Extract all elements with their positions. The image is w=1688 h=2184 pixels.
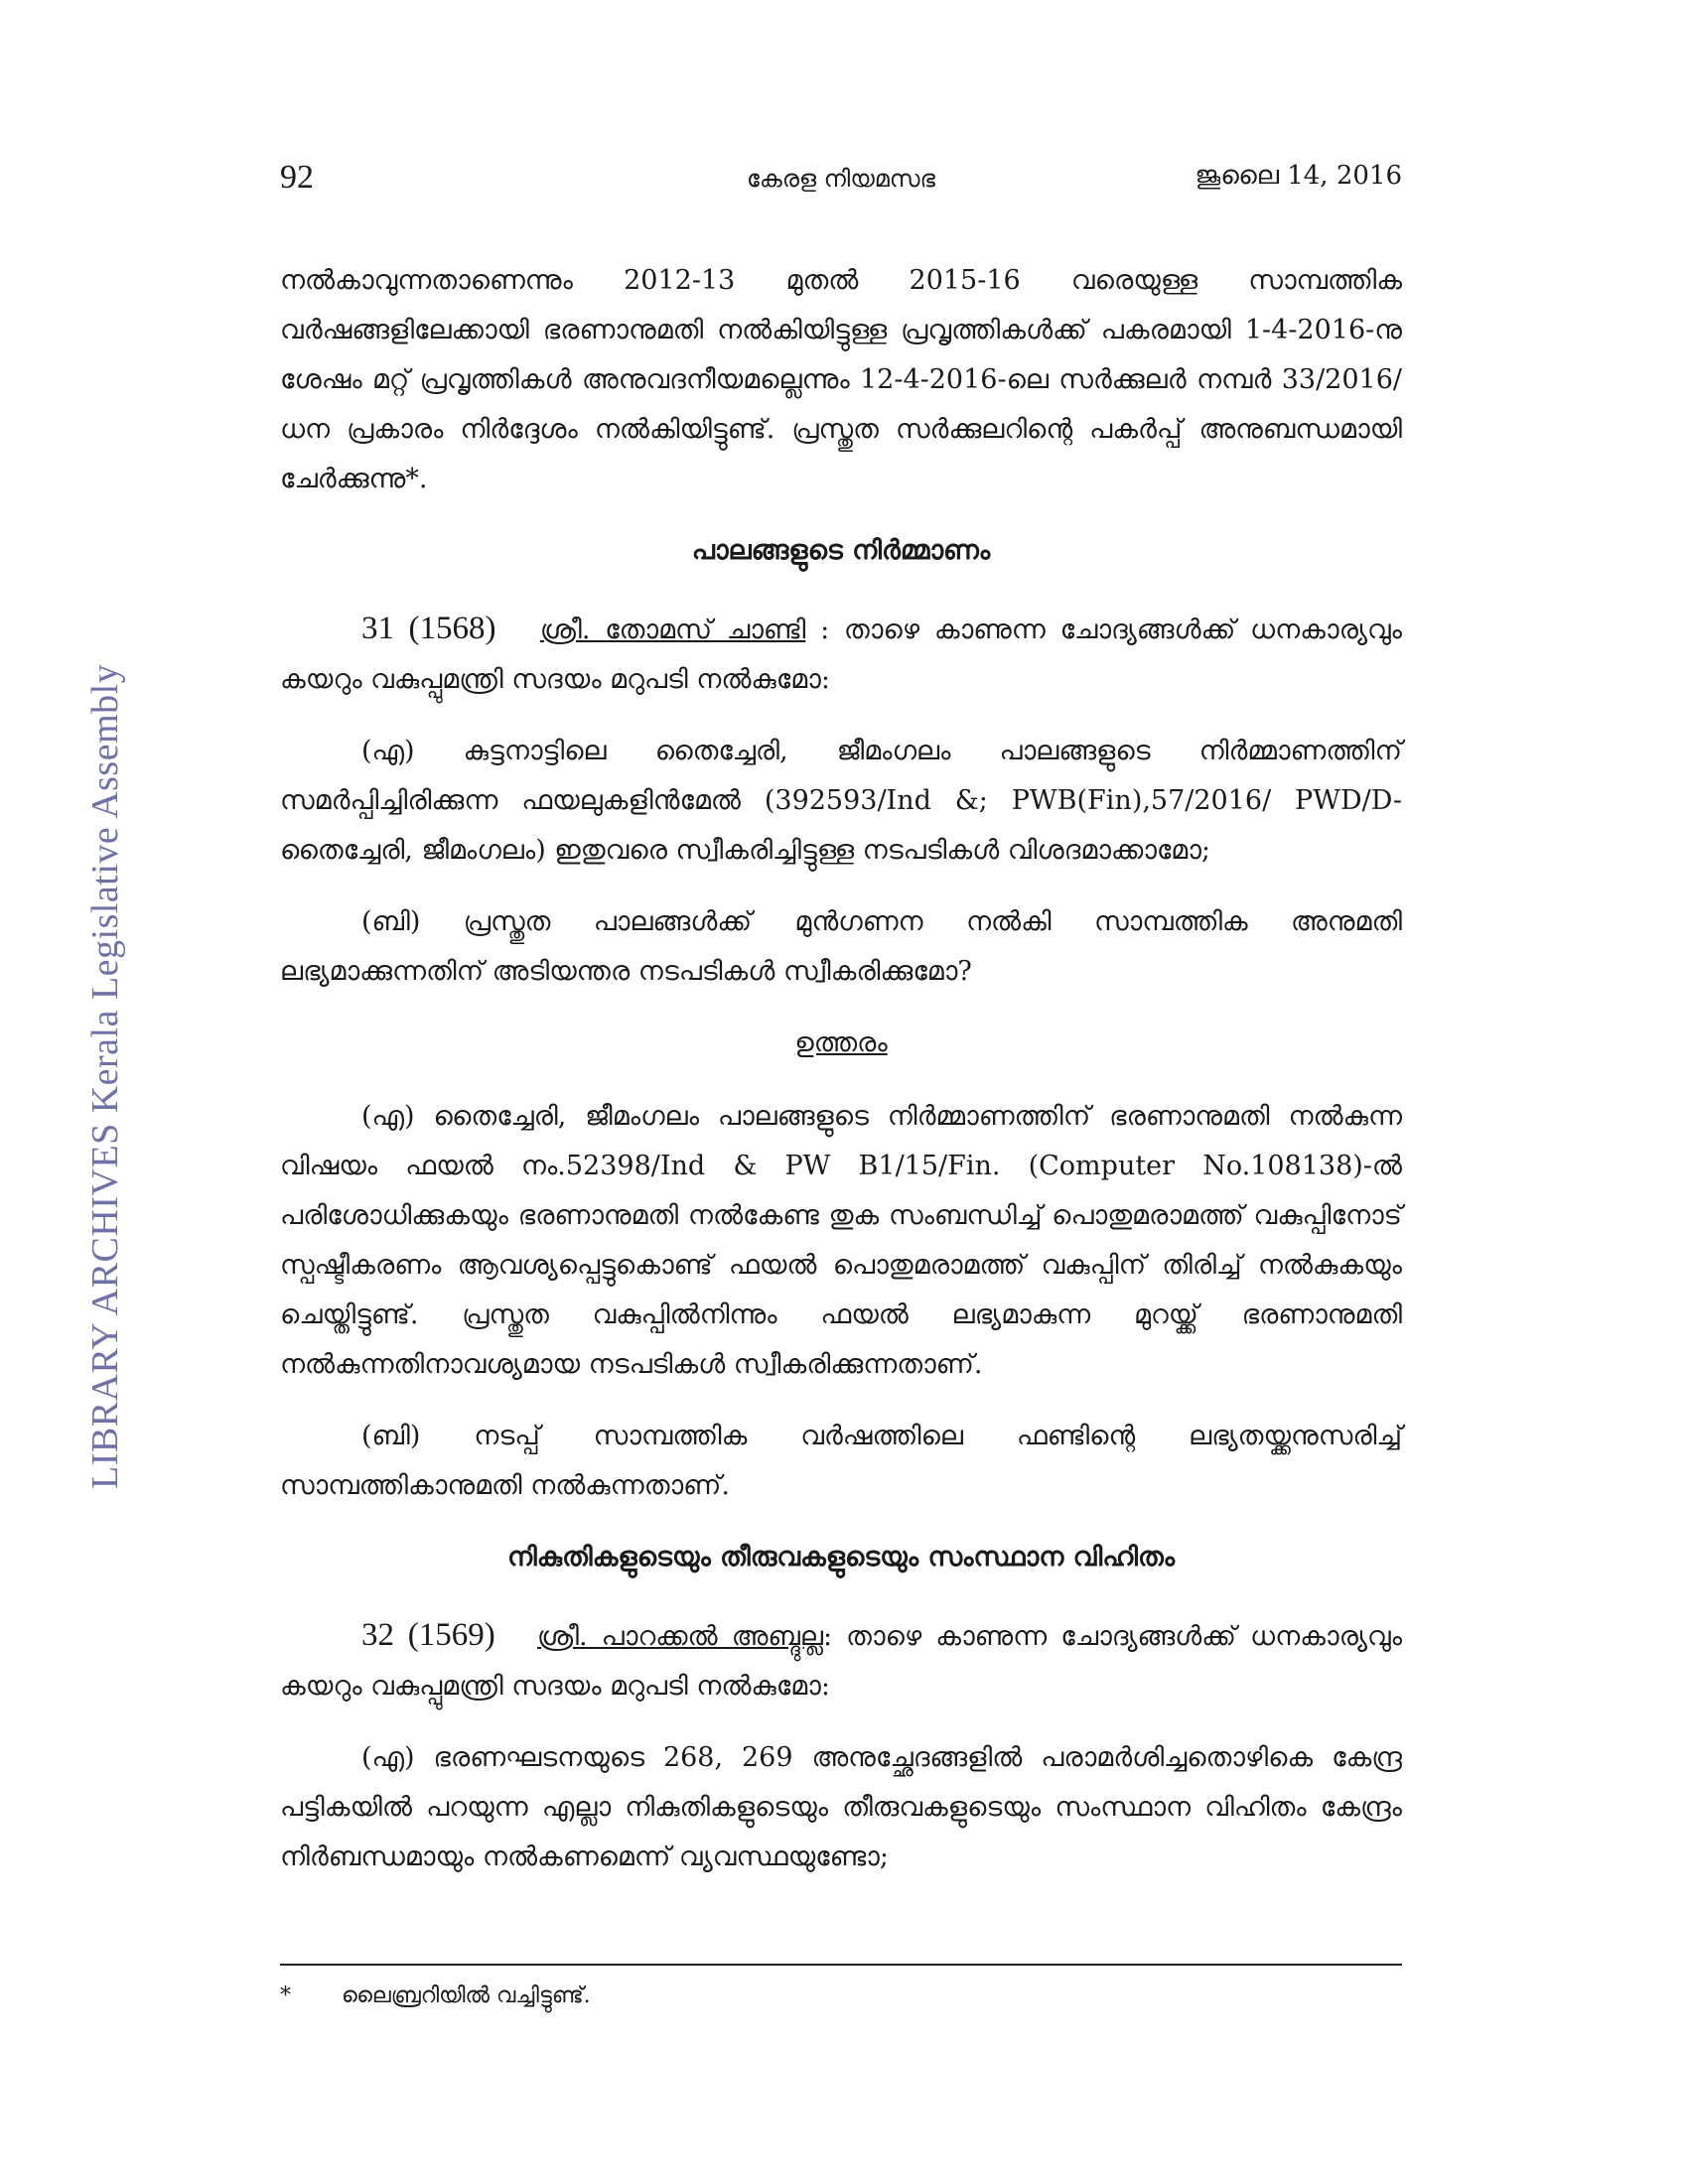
answer-heading: ഉത്തരം: [794, 1027, 888, 1058]
page-body: [280, 256, 1402, 1904]
footnote: [280, 1983, 1402, 2008]
answer-31-a: (എ) തൈച്ചേരി, ജീമംഗലം പാലങ്ങളുടെ നിർമ്മാണത്തിന് ഭരണാനുമതി നൽകുന്ന വിഷയം ഫയൽ നം.52398/Ind & PW B1/15/Fin. (Computer No.108138)-ൽ പരിശോധിക്കുകയും ഭരണാനുമതി നൽകേണ്ട തുക സംബന്ധിച്ച് പൊതുമരാമത്ത് വകുപ്പിനോട് സ്പഷ്ടീകരണം ആവശ്യപ്പെട്ടുകൊണ്ട് ഫയൽ പൊതുമരാമത്ത് വകുപ്പിന് തിരിച്ച് നൽകുകയും ചെയ്തിട്ടുണ്ട്. പ്രസ്തുത വകുപ്പിൽനിന്നും ഫയൽ ലഭ്യമാകുന്ന മുറയ്ക്ക് ഭരണാനുമതി നൽകുന്നതിനാവശ്യമായ നടപടികൾ സ്വീകരിക്കുന്നതാണ്.: [280, 1101, 1402, 1380]
archive-watermark: LIBRARY ARCHIVES Kerala Legislative Assembly: [84, 663, 126, 1489]
header-date: ജൂലൈ 14, 2016: [1195, 161, 1402, 191]
question-31-a: (എ) കുട്ടനാട്ടിലെ തൈച്ചേരി, ജീമംഗലം പാലങ്ങളുടെ നിർമ്മാണത്തിന് സമർപ്പിച്ചിരിക്കുന്ന ഫയലുകളിൻമേൽ (392593/Ind &; PWB(Fin),57/2016/ PWD/D-തൈച്ചേരി, ജീമംഗലം) ഇതുവരെ സ്വീകരിച്ചിട്ടുള്ള നടപടികൾ വിശദമാക്കാമോ;: [280, 736, 1402, 866]
question-number: 32 (1569): [361, 1617, 495, 1653]
section2-heading: നികുതികളുടെയും തീരുവകളുടെയും സംസ്ഥാന വിഹിതം: [506, 1542, 1176, 1572]
question-32: [280, 1610, 1402, 1711]
page-number: 92: [280, 159, 314, 196]
question-31: [280, 604, 1402, 705]
question-31-b: (ബി) പ്രസ്തുത പാലങ്ങൾക്ക് മുൻഗണന നൽകി സാമ്പത്തിക അനുമതി ലഭ്യമാക്കുന്നതിന് അടിയന്തര നടപടികൾ സ്വീകരിക്കുമോ?: [280, 906, 1402, 987]
question-intro: : താഴെ കാണുന്ന ചോദ്യങ്ങൾക്ക് ധനകാര്യവും കയറും വകുപ്പുമന്ത്രി സദയം മറുപടി നൽകുമോ:: [280, 1621, 1403, 1702]
footnote-marker: *: [280, 1983, 291, 2008]
intro-paragraph: നൽകാവുന്നതാണെന്നും 2012-13 മുതൽ 2015-16 വരെയുള്ള സാമ്പത്തിക വർഷങ്ങളിലേക്കായി ഭരണാനുമതി നൽകിയിട്ടുള്ള പ്രവൃത്തികൾക്ക് പകരമായി 1-4-2016-നു ശേഷം മറ്റ് പ്രവൃത്തികൾ അനുവദനീയമല്ലെന്നും 12-4-2016-ലെ സർക്കുലർ നമ്പർ 33/2016/ധന പ്രകാരം നിർദ്ദേശം നൽകിയിട്ടുണ്ട്. പ്രസ്തുത സർക്കുലറിന്റെ പകർപ്പ് അനുബന്ധമായി ചേർക്കുന്നു*.: [280, 265, 1402, 494]
footnote-text: ലൈബ്രറിയിൽ വച്ചിട്ടുണ്ട്.: [342, 1983, 591, 2008]
answer-31-b: (ബി) നടപ്പ് സാമ്പത്തിക വർഷത്തിലെ ഫണ്ടിന്റെ ലഭ്യതയ്ക്കനുസരിച്ച് സാമ്പത്തികാനുമതി നൽകുന്നതാണ്.: [280, 1421, 1402, 1501]
question-number: 31 (1568): [361, 611, 496, 646]
page-header: [280, 159, 1402, 208]
question-intro: : താഴെ കാണുന്ന ചോദ്യങ്ങൾക്ക് ധനകാര്യവും കയറും വകുപ്പുമന്ത്രി സദയം മറുപടി നൽകുമോ:: [280, 614, 1402, 695]
section1-heading: പാലങ്ങളുടെ നിർമ്മാണം: [691, 535, 991, 566]
footnote-divider: [280, 1964, 1402, 1966]
header-title: കേരള നിയമസഭ: [746, 165, 936, 193]
member-name: ശ്രീ. തോമസ് ചാണ്ടി: [539, 614, 806, 645]
question-32-a: (എ) ഭരണഘടനയുടെ 268, 269 അനുച്ഛേദങ്ങളിൽ പരാമർശിച്ചതൊഴികെ കേന്ദ്ര പട്ടികയിൽ പറയുന്ന എല്ലാ നികുതികളുടെയും തീരുവകളുടെയും സംസ്ഥാന വിഹിതം കേന്ദ്രം നിർബന്ധമായും നൽകണമെന്ന് വ്യവസ്ഥയുണ്ടോ;: [280, 1742, 1402, 1872]
member-name: ശ്രീ. പാറക്കൽ അബ്ദുല്ല: [537, 1621, 823, 1652]
